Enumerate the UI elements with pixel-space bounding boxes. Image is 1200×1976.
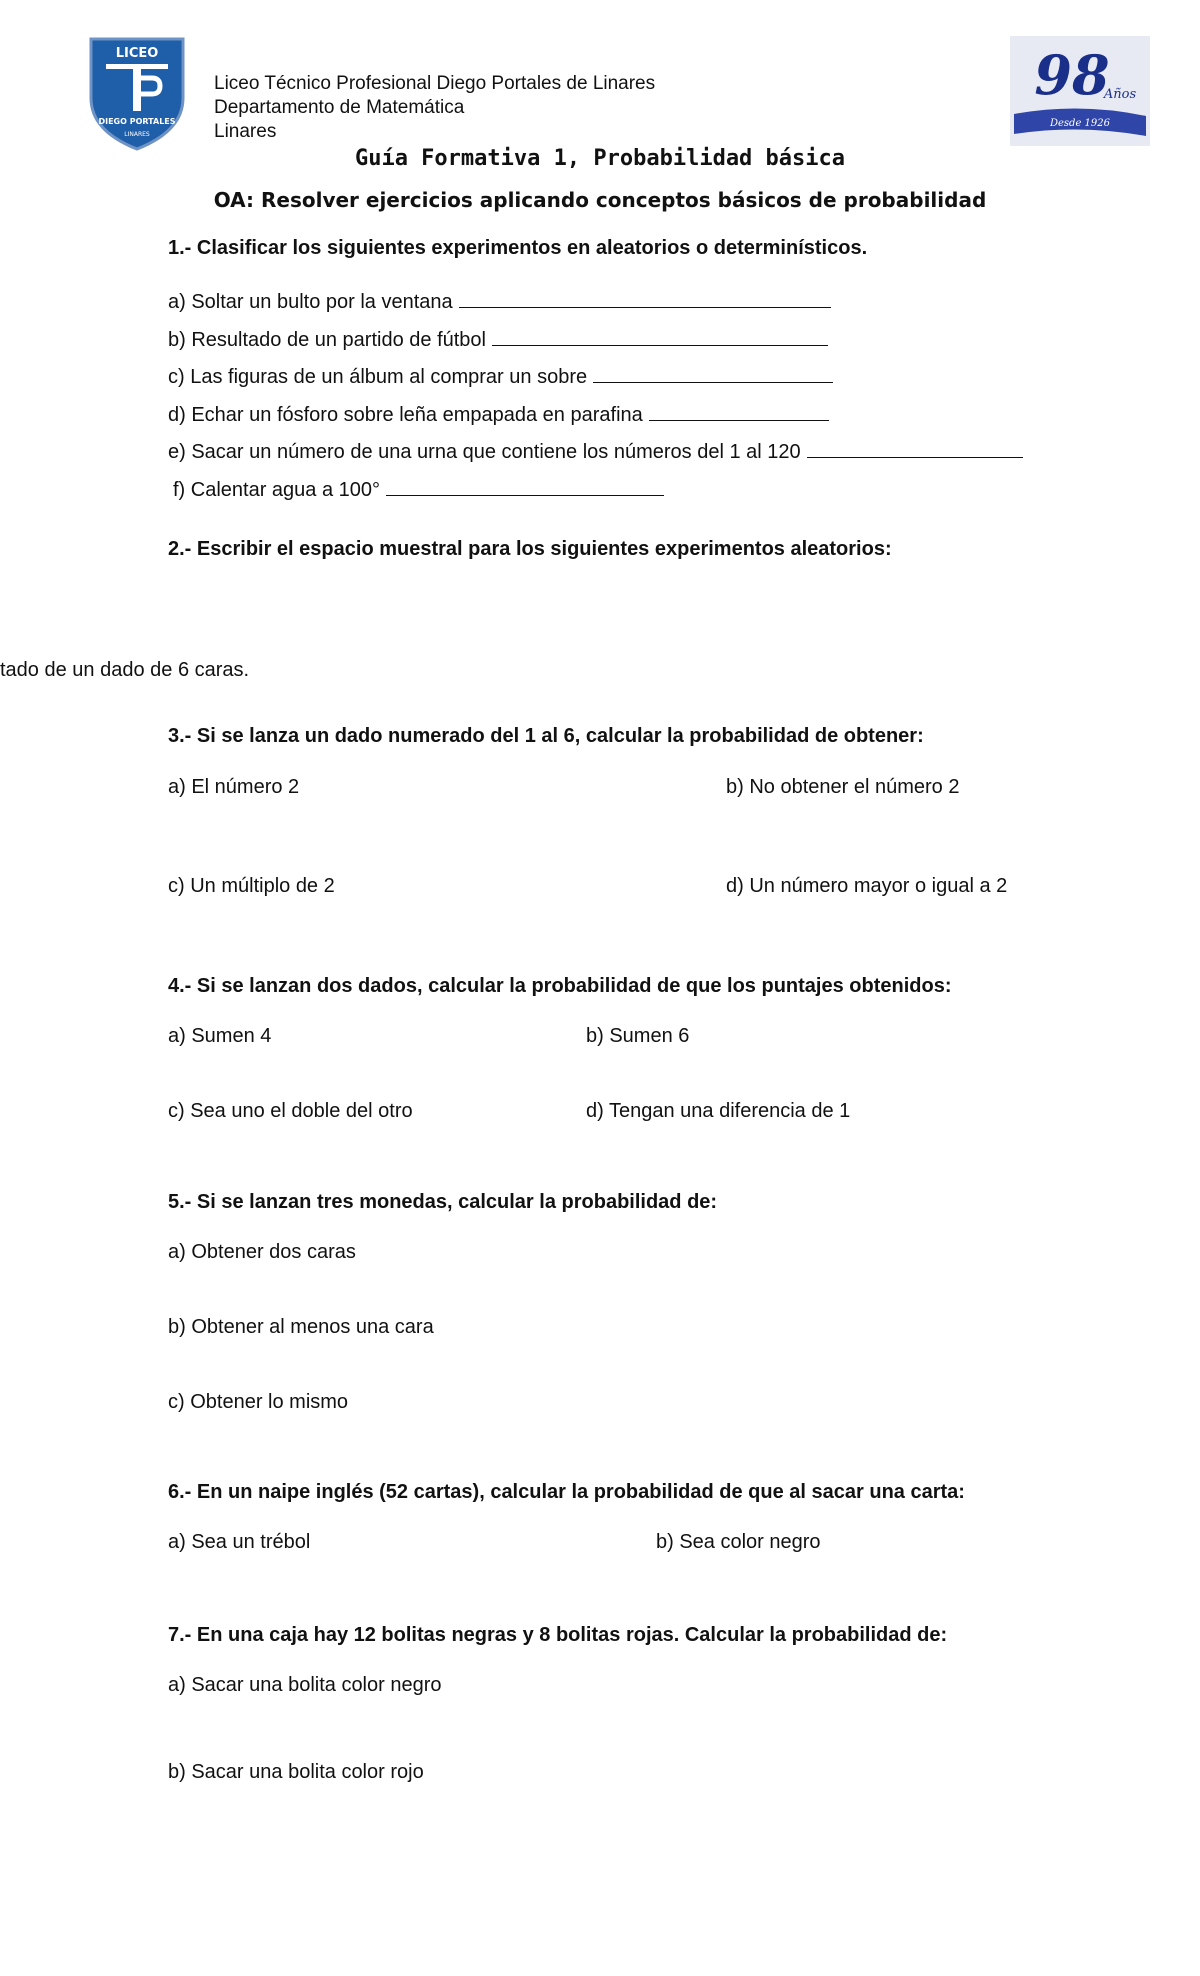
q4-item-c: c) Sea uno el doble del otro: [168, 1100, 413, 1122]
q6-heading: 6.- En un naipe inglés (52 cartas), calcular la probabilidad de que al sacar una carta:: [168, 1481, 965, 1503]
q5-heading: 5.- Si se lanzan tres monedas, calcular la probabilidad de:: [168, 1191, 718, 1213]
q5-item-a: a) Obtener dos caras: [168, 1241, 356, 1263]
school-name: Liceo Técnico Profesional Diego Portales de Linares: [214, 73, 656, 94]
q7-heading: 7.- En una caja hay 12 bolitas negras y 8 bolitas rojas. Calcular la probabilidad de:: [168, 1624, 948, 1646]
answer-line[interactable]: [807, 439, 1023, 458]
anniversary-logo: [1010, 36, 1150, 146]
q3-heading: 3.- Si se lanza un dado numerado del 1 al 6, calcular la probabilidad de obtener:: [168, 725, 924, 747]
q1-item-c: c) Las figuras de un álbum al comprar un sobre: [168, 364, 833, 389]
q7-item-a: a) Sacar una bolita color negro: [168, 1674, 442, 1696]
logo-text-top: LICEO: [115, 46, 159, 61]
q5-item-c: c) Obtener lo mismo: [168, 1391, 349, 1413]
answer-line[interactable]: [649, 402, 829, 421]
q1-heading: 1.- Clasificar los siguientes experimentos en aleatorios o determinísticos.: [168, 237, 868, 259]
answer-line[interactable]: [459, 289, 831, 308]
anniversary-number: 98: [1034, 43, 1110, 107]
city-name: Linares: [214, 121, 277, 142]
q6-item-b: b) Sea color negro: [656, 1531, 821, 1553]
q3-item-c: c) Un múltiplo de 2: [168, 875, 335, 897]
q4-item-d: d) Tengan una diferencia de 1: [586, 1100, 851, 1122]
q3-item-b: b) No obtener el número 2: [726, 776, 960, 798]
answer-line[interactable]: [593, 364, 833, 383]
school-logo: [88, 36, 186, 152]
q2-item: tado de un dado de 6 caras.: [0, 659, 250, 681]
q7-item-b: b) Sacar una bolita color rojo: [168, 1761, 424, 1783]
answer-line[interactable]: [492, 327, 828, 346]
q6-item-a: a) Sea un trébol: [168, 1531, 311, 1553]
q2-heading: 2.- Escribir el espacio muestral para los siguientes experimentos aleatorios:: [168, 538, 892, 560]
department-name: Departamento de Matemática: [214, 97, 465, 118]
q1-item-d: d) Echar un fósforo sobre leña empapada en parafina: [168, 402, 829, 427]
objective: OA: Resolver ejercicios aplicando conceptos básicos de probabilidad: [213, 188, 987, 212]
q4-item-a: a) Sumen 4: [168, 1025, 272, 1047]
q3-item-a: a) El número 2: [168, 776, 300, 798]
q1-item-f: f) Calentar agua a 100°: [173, 477, 664, 502]
logo-text-city: LINARES: [124, 131, 150, 138]
q4-heading: 4.- Si se lanzan dos dados, calcular la probabilidad de que los puntajes obtenidos:: [168, 975, 952, 997]
q5-item-b: b) Obtener al menos una cara: [168, 1316, 434, 1338]
q4-item-b: b) Sumen 6: [586, 1025, 690, 1047]
anniversary-word: Años: [1103, 87, 1137, 102]
answer-line[interactable]: [386, 477, 664, 496]
anniversary-since: Desde 1926: [1049, 118, 1111, 129]
q1-item-e: e) Sacar un número de una urna que contiene los números del 1 al 120: [168, 439, 1023, 464]
q1-item-a: a) Soltar un bulto por la ventana: [168, 289, 831, 314]
q3-item-d: d) Un número mayor o igual a 2: [726, 875, 1008, 897]
logo-text-bottom: DIEGO PORTALES: [98, 117, 176, 126]
q1-item-b: b) Resultado de un partido de fútbol: [168, 327, 828, 352]
page-title: Guía Formativa 1, Probabilidad básica: [354, 146, 846, 171]
